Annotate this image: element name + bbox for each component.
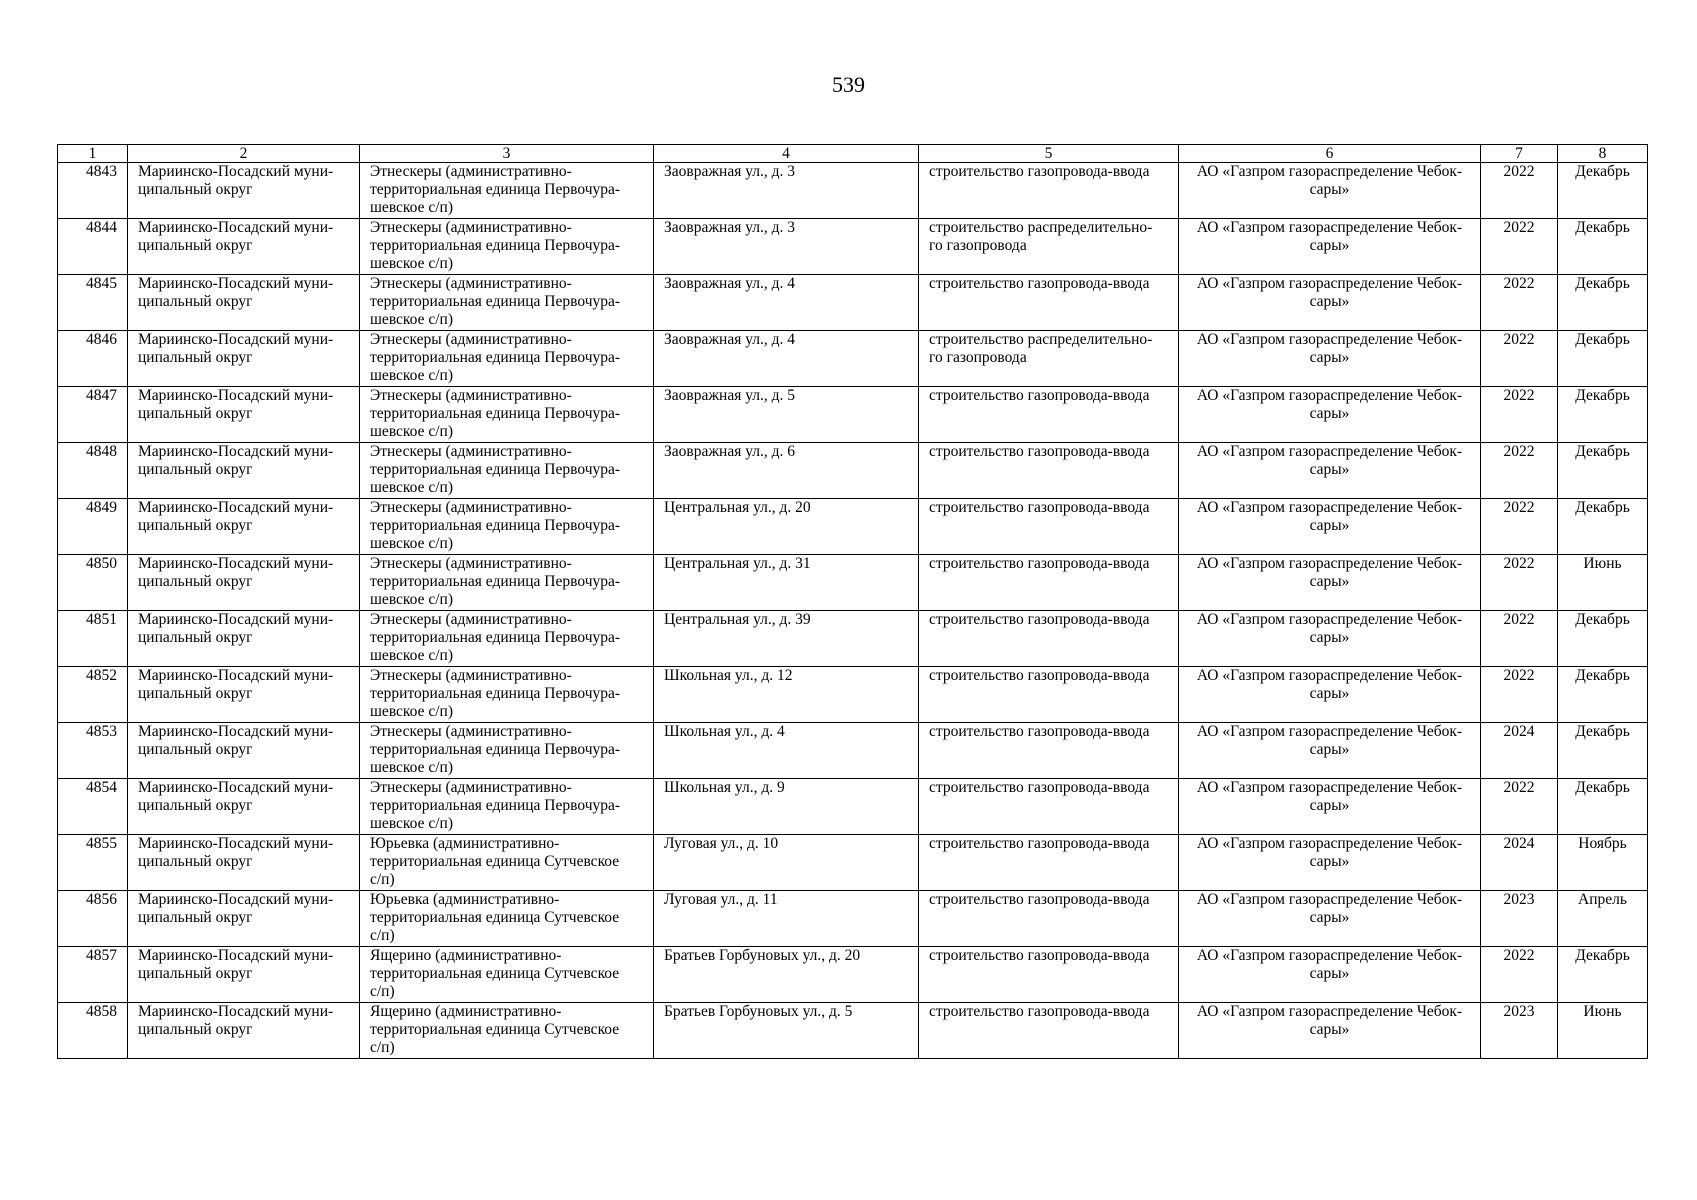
organization-cell-line: АО «Газпром газораспределение Чебок- [1196,443,1463,460]
organization-cell [1179,499,1481,555]
header-cell: 3 [360,145,654,163]
organization-cell-line: АО «Газпром газораспределение Чебок- [1196,387,1463,404]
work-type-cell-line: го газопровода [929,237,1027,254]
work-type-cell [919,947,1179,1003]
organization-cell [1179,275,1481,331]
organization-cell-line: АО «Газпром газораспределение Чебок- [1196,1003,1463,1020]
table-row [58,1003,1648,1059]
settlement-cell-line: шевское с/п) [370,647,454,664]
district-cell-line: ципальный округ [138,293,253,310]
organization-cell-line: сары» [1309,349,1350,366]
district-cell-line: Мариинско-Посадский муни- [138,835,334,852]
settlement-cell-line: шевское с/п) [370,815,454,832]
work-type-cell [919,555,1179,611]
organization-cell [1179,667,1481,723]
year-cell: 2022 [1481,163,1558,219]
address-cell: Луговая ул., д. 11 [654,891,919,947]
district-cell [128,331,360,387]
district-cell [128,387,360,443]
month-cell: Ноябрь [1558,835,1648,891]
settlement-cell-line: шевское с/п) [370,479,454,496]
organization-cell [1179,443,1481,499]
work-type-cell-line: строительство газопровода-ввода [929,611,1150,628]
header-cell: 2 [128,145,360,163]
organization-cell [1179,331,1481,387]
year-cell: 2024 [1481,835,1558,891]
settlement-cell-line: Этнескеры (административно- [370,163,572,180]
month-cell: Декабрь [1558,947,1648,1003]
work-type-cell-line: строительство газопровода-ввода [929,499,1150,516]
district-cell-line: Мариинско-Посадский муни- [138,667,334,684]
district-cell-line: ципальный округ [138,741,253,758]
organization-cell [1179,387,1481,443]
settlement-cell-line: Этнескеры (административно- [370,611,572,628]
settlement-cell [360,779,654,835]
row-number-cell: 4854 [58,779,128,835]
organization-cell-line: АО «Газпром газораспределение Чебок- [1196,219,1463,236]
table-row [58,163,1648,219]
settlement-cell-line: Этнескеры (административно- [370,219,572,236]
settlement-cell-line: с/п) [370,983,395,1000]
settlement-cell-line: Этнескеры (административно- [370,555,572,572]
year-cell: 2022 [1481,947,1558,1003]
district-cell-line: ципальный округ [138,517,253,534]
district-cell-line: Мариинско-Посадский муни- [138,723,334,740]
district-cell [128,947,360,1003]
district-cell-line: ципальный округ [138,1021,253,1038]
organization-cell-line: АО «Газпром газораспределение Чебок- [1196,163,1463,180]
district-cell [128,443,360,499]
organization-cell [1179,219,1481,275]
address-cell: Братьев Горбуновых ул., д. 20 [654,947,919,1003]
district-cell [128,555,360,611]
organization-cell-line: сары» [1309,909,1350,926]
settlement-cell-line: шевское с/п) [370,535,454,552]
district-cell [128,499,360,555]
work-type-cell-line: строительство газопровода-ввода [929,891,1150,908]
table-row [58,611,1648,667]
table-row [58,275,1648,331]
year-cell: 2022 [1481,443,1558,499]
table-row [58,219,1648,275]
settlement-cell [360,611,654,667]
header-row [58,145,1648,163]
year-cell: 2022 [1481,667,1558,723]
settlement-cell-line: Юрьевка (административно- [370,891,560,908]
district-cell-line: ципальный округ [138,853,253,870]
district-cell-line: ципальный округ [138,349,253,366]
district-cell-line: ципальный округ [138,965,253,982]
year-cell: 2023 [1481,1003,1558,1059]
settlement-cell-line: Этнескеры (административно- [370,443,572,460]
settlement-cell-line: Ящерино (административно- [370,947,562,964]
month-cell: Декабрь [1558,443,1648,499]
settlement-cell-line: территориальная единица Сутчевское [370,853,620,870]
address-cell: Школьная ул., д. 9 [654,779,919,835]
organization-cell [1179,891,1481,947]
settlement-cell-line: территориальная единица Сутчевское [370,1021,620,1038]
row-number-cell: 4843 [58,163,128,219]
settlement-cell-line: Этнескеры (административно- [370,387,572,404]
settlement-cell-line: территориальная единица Первочура- [370,629,621,646]
row-number-cell: 4847 [58,387,128,443]
settlement-cell-line: территориальная единица Первочура- [370,741,621,758]
district-cell-line: Мариинско-Посадский муни- [138,443,334,460]
row-number-cell: 4853 [58,723,128,779]
address-cell: Школьная ул., д. 4 [654,723,919,779]
organization-cell-line: АО «Газпром газораспределение Чебок- [1196,891,1463,908]
month-cell: Июнь [1558,1003,1648,1059]
organization-cell-line: АО «Газпром газораспределение Чебок- [1196,947,1463,964]
district-cell-line: ципальный округ [138,461,253,478]
table-row [58,443,1648,499]
district-cell-line: ципальный округ [138,573,253,590]
settlement-cell [360,331,654,387]
organization-cell-line: сары» [1309,461,1350,478]
settlement-cell-line: территориальная единица Первочура- [370,797,621,814]
settlement-cell-line: шевское с/п) [370,367,454,384]
organization-cell [1179,779,1481,835]
organization-cell-line: сары» [1309,629,1350,646]
table-row [58,779,1648,835]
settlement-cell-line: с/п) [370,927,395,944]
row-number-cell: 4851 [58,611,128,667]
organization-cell-line: сары» [1309,517,1350,534]
work-type-cell [919,219,1179,275]
district-cell [128,219,360,275]
district-cell-line: Мариинско-Посадский муни- [138,331,334,348]
month-cell: Декабрь [1558,275,1648,331]
district-cell [128,723,360,779]
organization-cell [1179,163,1481,219]
district-cell-line: Мариинско-Посадский муни- [138,555,334,572]
work-type-cell-line: строительство газопровода-ввода [929,947,1150,964]
settlement-cell-line: шевское с/п) [370,255,454,272]
work-type-cell [919,891,1179,947]
organization-cell-line: сары» [1309,573,1350,590]
table-row [58,891,1648,947]
header-cell: 7 [1481,145,1558,163]
district-cell-line: Мариинско-Посадский муни- [138,779,334,796]
address-cell: Луговая ул., д. 10 [654,835,919,891]
district-cell [128,275,360,331]
settlement-cell [360,947,654,1003]
settlement-cell-line: территориальная единица Сутчевское [370,965,620,982]
settlement-cell [360,667,654,723]
address-cell: Заовражная ул., д. 4 [654,331,919,387]
settlement-cell-line: Этнескеры (административно- [370,275,572,292]
work-type-cell [919,723,1179,779]
header-cell: 6 [1179,145,1481,163]
work-type-cell [919,611,1179,667]
district-cell-line: Мариинско-Посадский муни- [138,611,334,628]
settlement-cell-line: Этнескеры (административно- [370,499,572,516]
year-cell: 2022 [1481,499,1558,555]
settlement-cell-line: шевское с/п) [370,703,454,720]
year-cell: 2023 [1481,891,1558,947]
organization-cell [1179,1003,1481,1059]
organization-cell-line: сары» [1309,237,1350,254]
address-cell: Центральная ул., д. 20 [654,499,919,555]
month-cell: Декабрь [1558,667,1648,723]
year-cell: 2022 [1481,387,1558,443]
settlement-cell-line: Этнескеры (административно- [370,723,572,740]
address-cell: Заовражная ул., д. 3 [654,219,919,275]
row-number-cell: 4856 [58,891,128,947]
work-type-cell-line: строительство газопровода-ввода [929,723,1150,740]
district-cell-line: ципальный округ [138,629,253,646]
row-number-cell: 4850 [58,555,128,611]
settlement-cell [360,443,654,499]
organization-cell-line: сары» [1309,181,1350,198]
month-cell: Декабрь [1558,331,1648,387]
address-cell: Братьев Горбуновых ул., д. 5 [654,1003,919,1059]
district-cell-line: ципальный округ [138,405,253,422]
month-cell: Декабрь [1558,779,1648,835]
work-type-cell [919,779,1179,835]
settlement-cell-line: территориальная единица Первочура- [370,181,621,198]
table-row [58,723,1648,779]
district-cell-line: Мариинско-Посадский муни- [138,1003,334,1020]
settlement-cell-line: территориальная единица Сутчевское [370,909,620,926]
settlement-cell-line: территориальная единица Первочура- [370,293,621,310]
settlement-cell-line: с/п) [370,871,395,888]
table-row [58,555,1648,611]
settlement-cell [360,275,654,331]
header-cell: 5 [919,145,1179,163]
month-cell: Апрель [1558,891,1648,947]
settlement-cell [360,387,654,443]
gas-pipeline-table [57,144,1648,1059]
district-cell [128,779,360,835]
row-number-cell: 4852 [58,667,128,723]
month-cell: Декабрь [1558,163,1648,219]
work-type-cell-line: строительство газопровода-ввода [929,443,1150,460]
organization-cell [1179,835,1481,891]
organization-cell-line: сары» [1309,1021,1350,1038]
district-cell [128,835,360,891]
district-cell [128,163,360,219]
work-type-cell-line: строительство газопровода-ввода [929,779,1150,796]
work-type-cell [919,331,1179,387]
settlement-cell-line: Ящерино (административно- [370,1003,562,1020]
district-cell-line: ципальный округ [138,237,253,254]
work-type-cell [919,1003,1179,1059]
month-cell: Декабрь [1558,723,1648,779]
year-cell: 2022 [1481,555,1558,611]
settlement-cell [360,219,654,275]
settlement-cell-line: Этнескеры (административно- [370,779,572,796]
organization-cell [1179,611,1481,667]
month-cell: Декабрь [1558,499,1648,555]
month-cell: Декабрь [1558,219,1648,275]
settlement-cell-line: территориальная единица Первочура- [370,405,621,422]
settlement-cell-line: территориальная единица Первочура- [370,237,621,254]
settlement-cell [360,835,654,891]
organization-cell-line: сары» [1309,293,1350,310]
work-type-cell [919,667,1179,723]
header-cell: 8 [1558,145,1648,163]
address-cell: Школьная ул., д. 12 [654,667,919,723]
settlement-cell-line: Юрьевка (административно- [370,835,560,852]
organization-cell [1179,555,1481,611]
month-cell: Декабрь [1558,611,1648,667]
settlement-cell-line: шевское с/п) [370,591,454,608]
organization-cell-line: АО «Газпром газораспределение Чебок- [1196,499,1463,516]
organization-cell-line: АО «Газпром газораспределение Чебок- [1196,723,1463,740]
settlement-cell [360,891,654,947]
settlement-cell [360,555,654,611]
month-cell: Декабрь [1558,387,1648,443]
work-type-cell-line: строительство распределительно- [929,331,1153,348]
year-cell: 2022 [1481,779,1558,835]
address-cell: Заовражная ул., д. 5 [654,387,919,443]
settlement-cell-line: шевское с/п) [370,311,454,328]
page-number: 539 [832,72,865,97]
district-cell [128,667,360,723]
settlement-cell-line: шевское с/п) [370,199,454,216]
address-cell: Заовражная ул., д. 4 [654,275,919,331]
settlement-cell-line: шевское с/п) [370,759,454,776]
work-type-cell [919,275,1179,331]
work-type-cell [919,835,1179,891]
organization-cell-line: АО «Газпром газораспределение Чебок- [1196,779,1463,796]
organization-cell-line: сары» [1309,853,1350,870]
settlement-cell [360,723,654,779]
work-type-cell-line: строительство газопровода-ввода [929,667,1150,684]
address-cell: Заовражная ул., д. 6 [654,443,919,499]
year-cell: 2022 [1481,331,1558,387]
settlement-cell [360,499,654,555]
settlement-cell-line: территориальная единица Первочура- [370,573,621,590]
organization-cell-line: сары» [1309,405,1350,422]
address-cell: Центральная ул., д. 39 [654,611,919,667]
organization-cell-line: сары» [1309,797,1350,814]
district-cell [128,1003,360,1059]
work-type-cell [919,387,1179,443]
year-cell: 2022 [1481,275,1558,331]
row-number-cell: 4855 [58,835,128,891]
table-row [58,947,1648,1003]
table-row [58,667,1648,723]
row-number-cell: 4845 [58,275,128,331]
district-cell-line: ципальный округ [138,797,253,814]
organization-cell-line: АО «Газпром газораспределение Чебок- [1196,555,1463,572]
work-type-cell [919,443,1179,499]
table-row [58,499,1648,555]
row-number-cell: 4848 [58,443,128,499]
work-type-cell-line: строительство газопровода-ввода [929,835,1150,852]
header-cell: 4 [654,145,919,163]
year-cell: 2022 [1481,611,1558,667]
organization-cell-line: АО «Газпром газораспределение Чебок- [1196,275,1463,292]
district-cell-line: Мариинско-Посадский муни- [138,275,334,292]
settlement-cell-line: территориальная единица Первочура- [370,349,621,366]
organization-cell-line: АО «Газпром газораспределение Чебок- [1196,611,1463,628]
table-row [58,387,1648,443]
table-container [57,144,1647,1059]
work-type-cell [919,163,1179,219]
table-row [58,835,1648,891]
settlement-cell [360,163,654,219]
row-number-cell: 4849 [58,499,128,555]
work-type-cell-line: строительство распределительно- [929,219,1153,236]
organization-cell-line: АО «Газпром газораспределение Чебок- [1196,667,1463,684]
district-cell [128,891,360,947]
organization-cell-line: сары» [1309,685,1350,702]
organization-cell-line: сары» [1309,741,1350,758]
work-type-cell-line: строительство газопровода-ввода [929,1003,1150,1020]
settlement-cell-line: территориальная единица Первочура- [370,685,621,702]
year-cell: 2024 [1481,723,1558,779]
district-cell-line: Мариинско-Посадский муни- [138,499,334,516]
organization-cell [1179,723,1481,779]
settlement-cell-line: территориальная единица Первочура- [370,517,621,534]
work-type-cell-line: строительство газопровода-ввода [929,555,1150,572]
organization-cell [1179,947,1481,1003]
district-cell-line: Мариинско-Посадский муни- [138,891,334,908]
district-cell-line: ципальный округ [138,685,253,702]
work-type-cell-line: строительство газопровода-ввода [929,387,1150,404]
district-cell-line: Мариинско-Посадский муни- [138,219,334,236]
month-cell: Июнь [1558,555,1648,611]
table-body [58,163,1648,1059]
table-row [58,331,1648,387]
work-type-cell-line: строительство газопровода-ввода [929,275,1150,292]
district-cell-line: Мариинско-Посадский муни- [138,947,334,964]
district-cell [128,611,360,667]
year-cell: 2022 [1481,219,1558,275]
work-type-cell-line: строительство газопровода-ввода [929,163,1150,180]
address-cell: Заовражная ул., д. 3 [654,163,919,219]
district-cell-line: Мариинско-Посадский муни- [138,387,334,404]
row-number-cell: 4844 [58,219,128,275]
district-cell-line: ципальный округ [138,909,253,926]
row-number-cell: 4858 [58,1003,128,1059]
work-type-cell [919,499,1179,555]
settlement-cell-line: территориальная единица Первочура- [370,461,621,478]
header-cell: 1 [58,145,128,163]
address-cell: Центральная ул., д. 31 [654,555,919,611]
settlement-cell-line: Этнескеры (административно- [370,331,572,348]
organization-cell-line: сары» [1309,965,1350,982]
settlement-cell-line: Этнескеры (административно- [370,667,572,684]
row-number-cell: 4857 [58,947,128,1003]
district-cell-line: ципальный округ [138,181,253,198]
organization-cell-line: АО «Газпром газораспределение Чебок- [1196,835,1463,852]
row-number-cell: 4846 [58,331,128,387]
organization-cell-line: АО «Газпром газораспределение Чебок- [1196,331,1463,348]
settlement-cell-line: с/п) [370,1039,395,1056]
work-type-cell-line: го газопровода [929,349,1027,366]
settlement-cell-line: шевское с/п) [370,423,454,440]
settlement-cell [360,1003,654,1059]
district-cell-line: Мариинско-Посадский муни- [138,163,334,180]
